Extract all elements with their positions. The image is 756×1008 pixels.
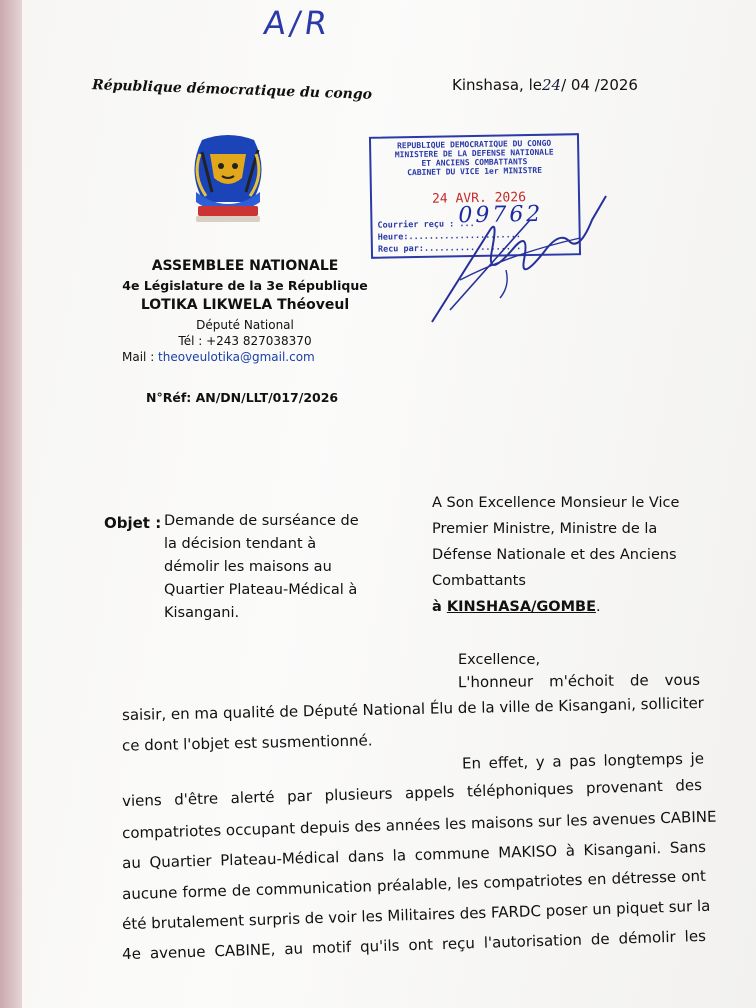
stamp-line-3: ET ANCIENS COMBATTANTS [421,157,528,168]
body-line: été brutalement surpris de voir les Militaires des FARDC poser un piquet sur la [121,896,711,934]
sender-phone: Tél : +243 827038370 [178,334,312,348]
body-line: 4e avenue CABINE, au motif qu'ils ont reçu l'autorisation de démolir les [121,926,707,964]
assembly-emblem-icon [172,132,284,228]
stamp-heure-field: Heure:...................... [377,230,522,243]
legislature: 4e Législature de la 3e République [122,278,368,293]
page-edge [0,0,22,1008]
letter-date [452,76,638,94]
recipient-line: Combattants [432,573,526,589]
body-line: compatriotes occupant depuis des années les maisons sur les avenues CABINE [121,807,717,843]
stamp-line-2: MINISTERE DE LA DEFENSE NATIONALE [394,147,554,160]
sender-role: Député National [196,318,294,332]
stamp-date: 24 AVR. 2026 [431,190,527,207]
object-label: Objet : [104,514,162,532]
recipient-city-line [432,594,692,620]
assembly-name: ASSEMBLEE NATIONALE [151,258,339,274]
date-rest: / 04 /2026 [561,76,638,94]
salutation: Excellence, [458,652,541,668]
reference-number: N°Réf: AN/DN/LLT/017/2026 [146,390,339,405]
handwritten-annotation: A/R [261,4,334,42]
city-prefix: à [432,599,447,615]
stamp-line-4: CABINET DU VICE 1er MINISTRE [407,165,543,178]
stamp-courrier-field: Courrier reçu : ... [377,219,475,231]
republic-heading: République démocratique du congo [91,77,373,103]
object-line: démolir les maisons au [164,559,332,575]
body-line: ce dont l'objet est susmentionné. [121,731,373,755]
date-prefix: Kinshasa, le [452,76,542,94]
recipient-block [432,490,692,620]
stamp-recu-field: Recu par:................... [377,242,522,255]
body-line: aucune forme de communication préalable, les compatriotes en détresse ont [121,866,707,904]
object-line: Kisangani. [164,605,240,621]
body-line: saisir, en ma qualité de Député National Élu de la ville de Kisangani, solliciter [121,693,705,725]
object-line: Quartier Plateau-Médical à [164,582,358,598]
date-day-handwritten: 24 [541,76,562,94]
recipient-line: A Son Excellence Monsieur le Vice [432,495,680,511]
body-line: viens d'être alerté par plusieurs appels téléphoniques provenant des [121,775,703,811]
body-line: L'honneur m'échoit de vous [457,670,701,692]
object-line: la décision tendant à [164,536,317,552]
stamp-mail-number: 09762 [458,201,544,229]
signature-icon [420,190,620,330]
sender-name: LOTIKA LIKWELA Théoveul [140,297,350,313]
recipient-city: KINSHASA/GOMBE [446,599,596,615]
object-text [164,510,374,625]
object-line: Demande de surséance de [164,513,359,529]
recipient-line: Défense Nationale et des Anciens [432,547,677,563]
body-line: au Quartier Plateau-Médical dans la commune MAKISO à Kisangani. Sans [121,837,707,873]
stamp-line-1: REPUBLIQUE DEMOCRATIQUE DU CONGO [396,138,552,151]
email-link[interactable]: theoveulotika@gmail.com [158,350,315,364]
sender-email [122,350,315,364]
city-suffix: . [596,599,601,615]
email-label: Mail : [122,350,159,364]
body-line: En effet, y a pas longtemps je [461,749,705,773]
recipient-line: Premier Ministre, Ministre de la [432,521,658,537]
